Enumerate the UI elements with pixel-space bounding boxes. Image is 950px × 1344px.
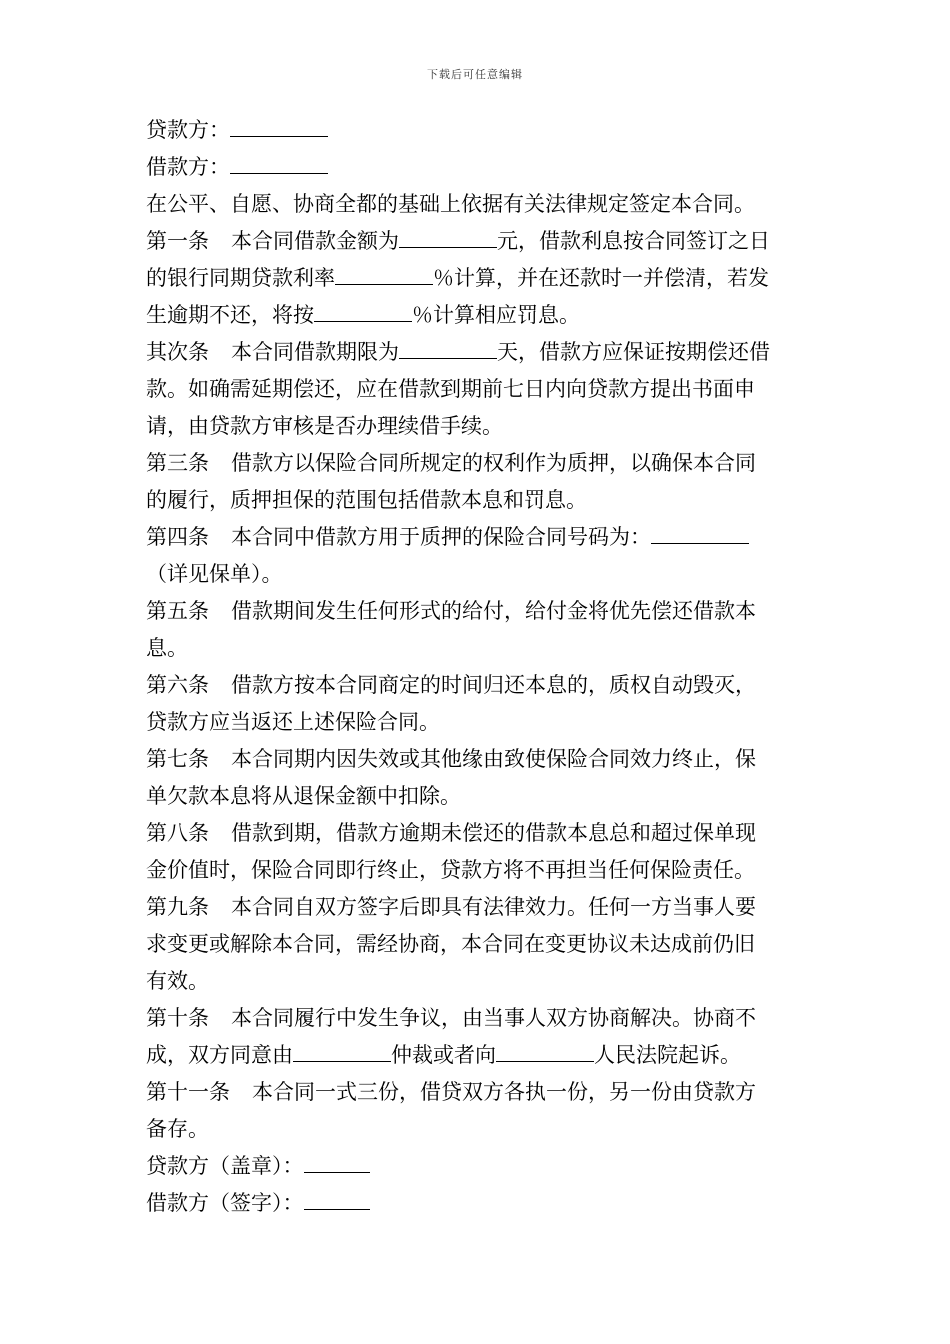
fill-in-blank[interactable] <box>304 1187 370 1210</box>
contract-line <box>146 889 810 926</box>
fill-in-blank[interactable] <box>304 1150 370 1173</box>
contract-line <box>146 334 810 371</box>
article-heading: 第一条 <box>146 229 209 253</box>
contract-line <box>146 519 810 556</box>
line-text: 款。如确需延期偿还，应在借款到期前七日内向贷款方提出书面申 <box>146 377 755 401</box>
fill-in-blank[interactable] <box>230 151 328 174</box>
contract-line <box>146 408 810 445</box>
fill-in-blank[interactable] <box>314 299 412 322</box>
line-text: 本合同借款金额为 <box>231 229 399 253</box>
line-text: ％计算相应罚息。 <box>412 303 580 327</box>
line-text: 金价值时，保险合同即行终止，贷款方将不再担当任何保险责任。 <box>146 858 755 882</box>
contract-line <box>146 482 810 519</box>
contract-line <box>146 778 810 815</box>
contract-line <box>146 1074 810 1111</box>
fill-in-blank[interactable] <box>293 1039 391 1062</box>
article-heading: 第八条 <box>146 821 209 845</box>
contract-line <box>146 1000 810 1037</box>
article-heading: 第十条 <box>146 1006 209 1030</box>
fill-in-blank[interactable] <box>651 521 749 544</box>
line-text: 人民法院起诉。 <box>594 1043 741 1067</box>
line-text: 借款方以保险合同所规定的权利作为质押，以确保本合同 <box>231 451 756 475</box>
line-text: ％计算，并在还款时一并偿清，若发 <box>433 266 769 290</box>
contract-line <box>146 112 810 149</box>
contract-line <box>146 667 810 704</box>
contract-line <box>146 186 810 223</box>
contract-line <box>146 593 810 630</box>
article-heading: 第五条 <box>146 599 209 623</box>
line-text: 仲裁或者向 <box>391 1043 496 1067</box>
line-text: 的银行同期贷款利率 <box>146 266 335 290</box>
contract-line <box>146 1037 810 1074</box>
line-text: 本合同履行中发生争议，由当事人双方协商解决。协商不 <box>231 1006 756 1030</box>
contract-line <box>146 852 810 889</box>
contract-line <box>146 445 810 482</box>
article-heading: 第七条 <box>146 747 209 771</box>
line-text: 求变更或解除本合同，需经协商，本合同在变更协议未达成前仍旧 <box>146 932 755 956</box>
line-text: 借款到期，借款方逾期未偿还的借款本息总和超过保单现 <box>231 821 756 845</box>
fill-in-blank[interactable] <box>496 1039 594 1062</box>
contract-line <box>146 297 810 334</box>
fill-in-blank[interactable] <box>230 114 328 137</box>
line-text: 本合同中借款方用于质押的保险合同号码为： <box>231 525 651 549</box>
line-text: 借款期间发生任何形式的给付，给付金将优先偿还借款本 <box>231 599 756 623</box>
contract-line <box>146 963 810 1000</box>
article-heading: 第六条 <box>146 673 209 697</box>
line-text: 借款方（签字）： <box>146 1191 304 1215</box>
contract-line <box>146 630 810 667</box>
article-heading: 其次条 <box>146 340 209 364</box>
line-text: 生逾期不还，将按 <box>146 303 314 327</box>
line-text: 贷款方（盖章）： <box>146 1154 304 1178</box>
contract-line <box>146 741 810 778</box>
line-text: 单欠款本息将从退保金额中扣除。 <box>146 784 461 808</box>
line-text: 借款方按本合同商定的时间归还本息的，质权自动毁灭， <box>231 673 756 697</box>
contract-line <box>146 223 810 260</box>
article-heading: 第三条 <box>146 451 209 475</box>
line-text: 贷款方应当返还上述保险合同。 <box>146 710 440 734</box>
contract-line <box>146 1185 810 1222</box>
line-text: 在公平、自愿、协商全都的基础上依据有关法律规定签定本合同。 <box>146 192 755 216</box>
article-heading: 第九条 <box>146 895 209 919</box>
contract-line <box>146 556 810 593</box>
contract-line <box>146 815 810 852</box>
fill-in-blank[interactable] <box>399 225 497 248</box>
line-text: 的履行，质押担保的范围包括借款本息和罚息。 <box>146 488 587 512</box>
line-text: 本合同一式三份，借贷双方各执一份，另一份由贷款方 <box>252 1080 756 1104</box>
contract-body <box>146 112 810 1222</box>
contract-line <box>146 1111 810 1148</box>
article-heading: 第四条 <box>146 525 209 549</box>
line-text: 成，双方同意由 <box>146 1043 293 1067</box>
line-text: 贷款方： <box>146 118 230 142</box>
contract-line <box>146 260 810 297</box>
line-text: 天，借款方应保证按期偿还借 <box>497 340 770 364</box>
contract-line <box>146 1148 810 1185</box>
line-text: 请，由贷款方审核是否办理续借手续。 <box>146 414 503 438</box>
line-text: 借款方： <box>146 155 230 179</box>
line-text: （详见保单）。 <box>146 562 283 586</box>
line-text: 本合同自双方签字后即具有法律效力。任何一方当事人要 <box>231 895 756 919</box>
line-text: 备存。 <box>146 1117 209 1141</box>
page-header: 下载后可任意编辑 <box>427 68 523 81</box>
line-text: 本合同借款期限为 <box>231 340 399 364</box>
fill-in-blank[interactable] <box>399 336 497 359</box>
contract-line <box>146 704 810 741</box>
contract-line <box>146 371 810 408</box>
contract-line <box>146 149 810 186</box>
line-text: 有效。 <box>146 969 209 993</box>
article-heading: 第十一条 <box>146 1080 230 1104</box>
contract-line <box>146 926 810 963</box>
line-text: 本合同期内因失效或其他缘由致使保险合同效力终止，保 <box>231 747 756 771</box>
fill-in-blank[interactable] <box>335 262 433 285</box>
line-text: 息。 <box>146 636 188 660</box>
line-text: 元，借款利息按合同签订之日 <box>497 229 770 253</box>
